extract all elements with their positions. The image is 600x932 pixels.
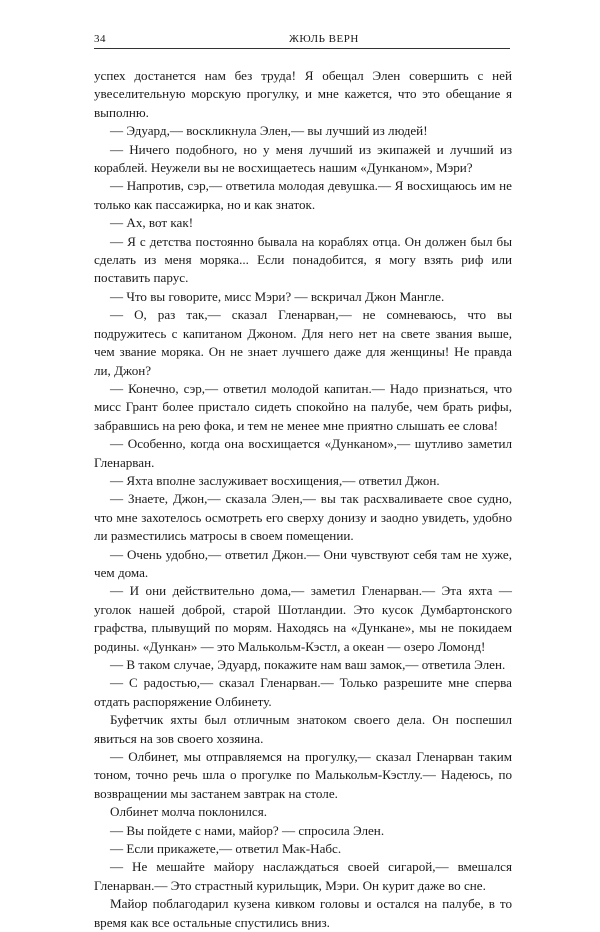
paragraph: — Особенно, когда она восхищается «Дунканом»,— шутливо заметил Гленарван. (94, 436, 512, 470)
paragraph: — Не мешайте майору наслаждаться своей сигарой,— вмешался Гленарван.— Это страстный курильщик, Мэри. Он курит даже во сне. (94, 859, 512, 893)
paragraph: — Олбинет, мы отправляемся на прогулку,— сказал Гленарван таким тоном, точно речь шла о прогулке по Малькольм-Кэстлу.— Надеюсь, по возвращении мы застанем завтрак на столе. (94, 749, 512, 801)
paragraph: — О, раз так,— сказал Гленарван,— не сомневаюсь, что вы подружитесь с капитаном Джоном. Для него нет на свете звания выше, чем звание моряка. Он не знает лучшего даже для женщины! Не правда ли, Джон? (94, 307, 512, 378)
paragraph: — Конечно, сэр,— ответил молодой капитан.— Надо признаться, что мисс Грант более пристало сидеть спокойно на палубе, чем брать рифы, забравшись на рею фока, и тем не менее мне приятно слышать ее слова! (94, 380, 512, 433)
paragraph: — Если прикажете,— ответил Мак-Набс. (110, 841, 342, 857)
paragraph: — Напротив, сэр,— ответила молодая девушка.— Я восхищаюсь им не только как пассажирка, но и как знаток. (94, 178, 512, 212)
paragraph: — Вы пойдете с нами, майор? — спросила Элен. (110, 822, 385, 838)
paragraph: — Ничего подобного, но у меня лучший из экипажей и лучший из кораблей. Неужели вы не восхищаетесь нашим «Дунканом», Мэри? (94, 141, 512, 176)
paragraph: успех достанется нам без труда! Я обещал Элен совершить с ней увеселительную морскую прогулку, и мне кажется, что это обещание я выполню. (94, 68, 512, 120)
paragraph: Майор поблагодарил кузена кивком головы и остался на палубе, в то время как все остальные спустились вниз. (94, 896, 512, 930)
paragraph: — Яхта вполне заслуживает восхищения,— ответил Джон. (110, 472, 440, 488)
paragraph: — В таком случае, Эдуард, покажите нам ваш замок,— ответила Элен. (110, 657, 506, 672)
paragraph: Олбинет молча поклонился. (110, 804, 267, 820)
paragraph: — Очень удобно,— ответил Джон.— Они чувствуют себя там не хуже, чем дома. (94, 546, 512, 580)
paragraph: — И они действительно дома,— заметил Гленарван.— Эта яхта — уголок нашей доброй, старой Шотландии. Это кусок Думбартонского графства, плывущий по морям. Находясь на «Дункане», мы не покидаем родины. «Дункан» — это Малькольм-Кэстл, а океан — озеро Ломонд! (94, 583, 512, 654)
paragraph: — С радостью,— сказал Гленарван.— Только разрешите мне сперва отдать распоряжение Олбинету. (94, 675, 512, 709)
running-title: ЖЮЛЬ ВЕРН (289, 33, 359, 45)
page-number: 34 (94, 33, 106, 45)
running-header (94, 32, 510, 49)
paragraph: — Ах, вот как! (110, 215, 194, 231)
paragraph: — Что вы говорите, мисс Мэри? — вскричал Джон Мангле. (110, 288, 445, 304)
paragraph: — Я с детства постоянно бывала на кораблях отца. Он должен был бы сделать из меня моряка... Если понадобится, я могу взять риф или поставить парус. (94, 233, 512, 286)
body-text (94, 67, 512, 932)
paragraph: — Знаете, Джон,— сказала Элен,— вы так расхваливаете свое судно, что мне захотелось осмотреть его сверху донизу и заодно увидеть, удобно ли разместились матросы в своем помещении. (94, 491, 512, 544)
paragraph: Буфетчик яхты был отличным знатоком своего дела. Он поспешил явиться на зов своего хозяина. (94, 712, 512, 746)
paragraph: — Эдуард,— воскликнула Элен,— вы лучший из людей! (110, 123, 428, 139)
